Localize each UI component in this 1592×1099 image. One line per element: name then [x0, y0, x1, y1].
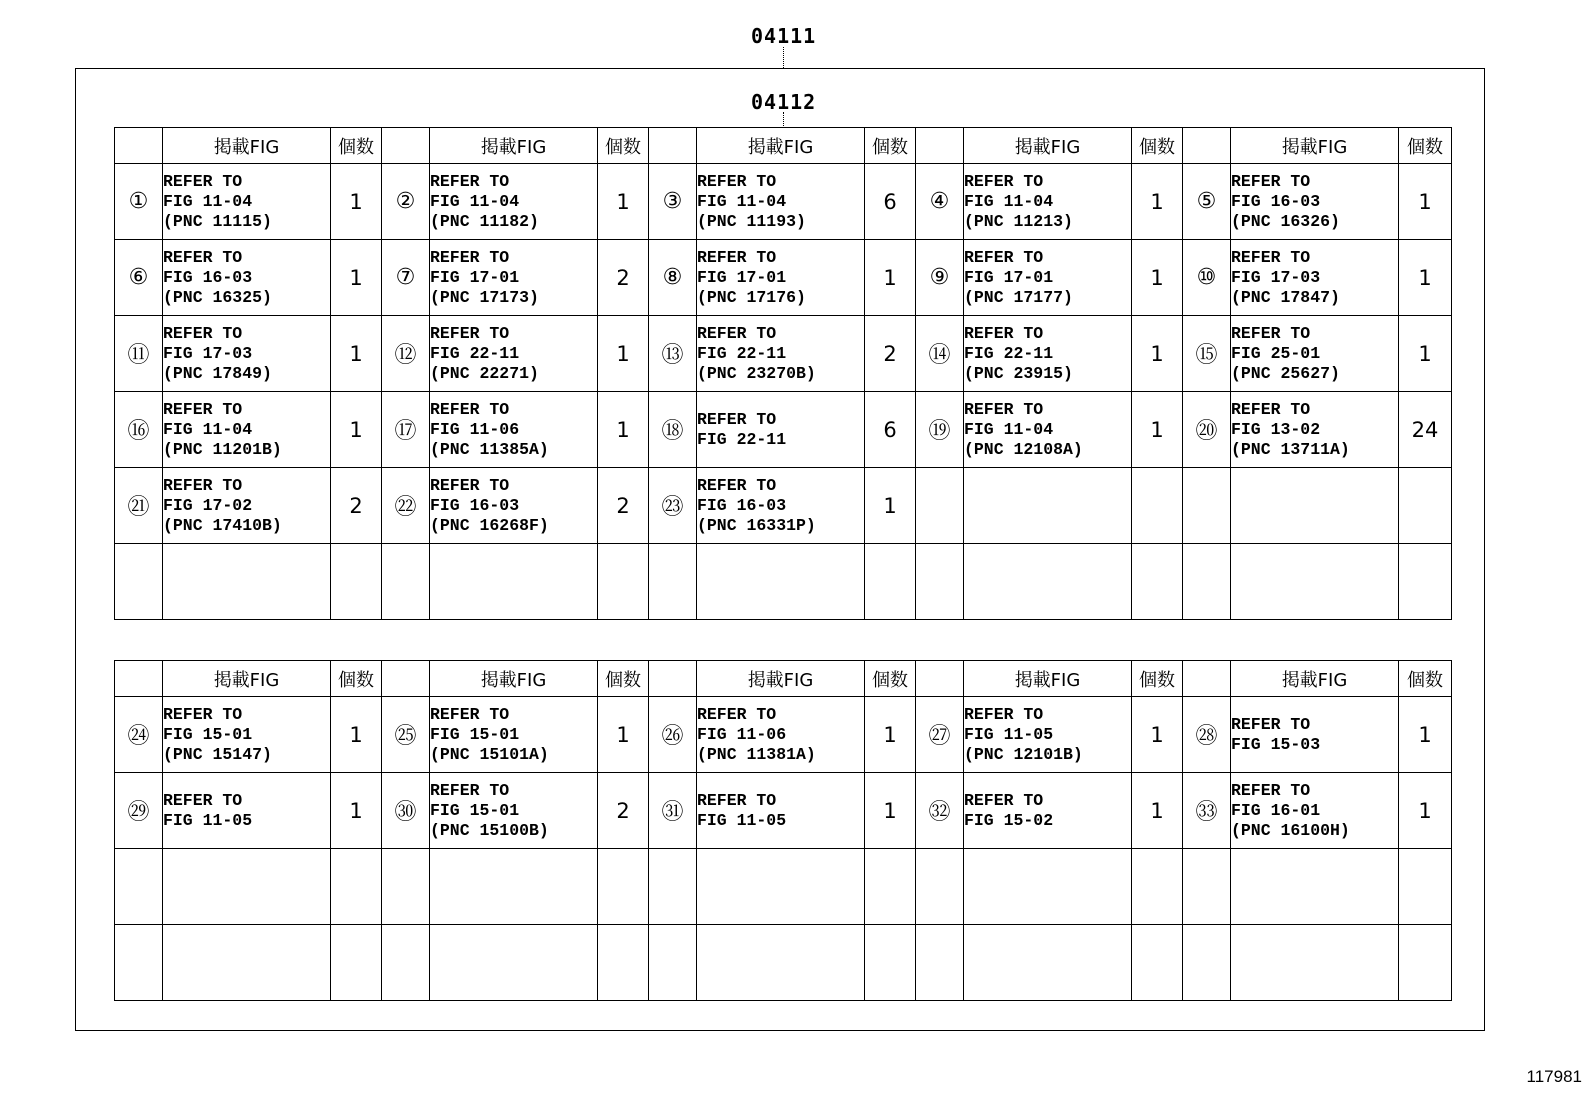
quantity-cell: 1 [331, 697, 382, 773]
reference-cell [697, 468, 865, 544]
item-number: ㉖ [649, 697, 697, 773]
reference-line: (PNC 11381A) [697, 744, 816, 764]
reference-line: (PNC 23270B) [697, 363, 816, 383]
reference-cell [430, 316, 598, 392]
table-row [115, 773, 1452, 849]
item-number: ⑬ [649, 316, 697, 392]
item-number [649, 544, 697, 620]
quantity-cell: 1 [1399, 240, 1452, 316]
reference-line: FIG 17-01 [697, 267, 787, 287]
item-number: ⑦ [382, 240, 430, 316]
item-number [382, 544, 430, 620]
reference-cell [1231, 925, 1399, 1001]
reference-cell [964, 164, 1132, 240]
reference-line: FIG 22-11 [697, 343, 787, 363]
reference-line: (PNC 15147) [163, 744, 272, 764]
reference-line: REFER TO [1231, 247, 1311, 267]
quantity-cell [865, 925, 916, 1001]
header-qty: 個数 [1132, 128, 1183, 164]
reference-line: REFER TO [1231, 780, 1311, 800]
item-number [115, 544, 163, 620]
item-number: ㉛ [649, 773, 697, 849]
header-qty: 個数 [331, 128, 382, 164]
header-fig: 掲載FIG [430, 128, 598, 164]
quantity-cell: 1 [331, 392, 382, 468]
header-fig: 掲載FIG [1231, 661, 1399, 697]
reference-line: REFER TO [163, 171, 243, 191]
reference-cell [964, 544, 1132, 620]
reference-cell [163, 316, 331, 392]
quantity-cell [1399, 849, 1452, 925]
reference-cell [697, 544, 865, 620]
reference-line: FIG 16-03 [430, 495, 520, 515]
reference-cell [163, 164, 331, 240]
reference-line: (PNC 15100B) [430, 820, 549, 840]
reference-cell [697, 697, 865, 773]
reference-line: REFER TO [697, 790, 777, 810]
reference-cell [1231, 697, 1399, 773]
figure-number: 117981 [1526, 1067, 1582, 1086]
reference-line: FIG 17-01 [964, 267, 1054, 287]
table-row [115, 392, 1452, 468]
reference-cell [1231, 240, 1399, 316]
quantity-cell: 6 [865, 392, 916, 468]
item-number: ⑧ [649, 240, 697, 316]
reference-line: FIG 22-11 [697, 429, 787, 449]
item-number: ⑫ [382, 316, 430, 392]
table-row [115, 925, 1452, 1001]
item-number: ⑭ [916, 316, 964, 392]
reference-line: (PNC 11115) [163, 211, 272, 231]
quantity-cell [1132, 544, 1183, 620]
quantity-cell: 1 [1132, 240, 1183, 316]
item-number: ㉕ [382, 697, 430, 773]
reference-line: (PNC 16268F) [430, 515, 549, 535]
reference-cell [163, 773, 331, 849]
reference-line: (PNC 11201B) [163, 439, 282, 459]
reference-line: (PNC 22271) [430, 363, 539, 383]
quantity-cell: 1 [865, 697, 916, 773]
reference-line: FIG 11-04 [163, 419, 253, 439]
quantity-cell: 1 [865, 240, 916, 316]
reference-line: REFER TO [430, 704, 510, 724]
reference-line: (PNC 16326) [1231, 211, 1340, 231]
quantity-cell [1399, 925, 1452, 1001]
reference-line: FIG 11-05 [163, 810, 253, 830]
quantity-cell [865, 849, 916, 925]
item-number: ① [115, 164, 163, 240]
reference-line: REFER TO [430, 399, 510, 419]
table-row [115, 164, 1452, 240]
reference-line: REFER TO [163, 247, 243, 267]
reference-cell [163, 849, 331, 925]
item-number [382, 849, 430, 925]
header-fig: 掲載FIG [163, 661, 331, 697]
quantity-cell: 1 [598, 164, 649, 240]
item-number: ④ [916, 164, 964, 240]
header-blank [916, 661, 964, 697]
reference-line: FIG 15-01 [430, 724, 520, 744]
quantity-cell [1132, 849, 1183, 925]
quantity-cell: 1 [1399, 316, 1452, 392]
reference-line: FIG 11-04 [964, 419, 1054, 439]
quantity-cell: 2 [598, 468, 649, 544]
reference-cell [430, 164, 598, 240]
header-blank [1183, 128, 1231, 164]
quantity-cell: 1 [865, 773, 916, 849]
reference-line: REFER TO [1231, 171, 1311, 191]
leader-line-04111 [783, 47, 784, 68]
item-number: ㉝ [1183, 773, 1231, 849]
quantity-cell: 1 [598, 316, 649, 392]
header-blank [649, 128, 697, 164]
header-blank [649, 661, 697, 697]
reference-line: FIG 11-06 [697, 724, 787, 744]
item-number: ㉜ [916, 773, 964, 849]
reference-line: (PNC 25627) [1231, 363, 1340, 383]
header-qty: 個数 [1132, 661, 1183, 697]
quantity-cell: 1 [865, 468, 916, 544]
reference-line: FIG 16-03 [163, 267, 253, 287]
reference-line: (PNC 11182) [430, 211, 539, 231]
reference-cell [1231, 468, 1399, 544]
item-number [1183, 849, 1231, 925]
item-number [916, 544, 964, 620]
item-number: ② [382, 164, 430, 240]
reference-line: FIG 11-05 [697, 810, 787, 830]
item-number: ⑩ [1183, 240, 1231, 316]
quantity-cell: 6 [865, 164, 916, 240]
header-blank [382, 661, 430, 697]
reference-cell [1231, 544, 1399, 620]
reference-cell [697, 164, 865, 240]
reference-line: FIG 15-03 [1231, 734, 1321, 754]
reference-cell [430, 697, 598, 773]
reference-table-1 [114, 127, 1452, 620]
reference-line: REFER TO [697, 171, 777, 191]
reference-line: REFER TO [1231, 714, 1311, 734]
quantity-cell: 1 [1132, 164, 1183, 240]
reference-cell [163, 697, 331, 773]
quantity-cell: 1 [1399, 164, 1452, 240]
reference-line: REFER TO [964, 704, 1044, 724]
quantity-cell: 2 [598, 773, 649, 849]
label-04112: 04112 [751, 90, 817, 114]
quantity-cell [1399, 544, 1452, 620]
item-number [1183, 468, 1231, 544]
reference-line: FIG 11-04 [163, 191, 253, 211]
reference-cell [964, 849, 1132, 925]
reference-line: (PNC 16331P) [697, 515, 816, 535]
item-number: ⑳ [1183, 392, 1231, 468]
reference-line: (PNC 15101A) [430, 744, 549, 764]
reference-line: FIG 16-01 [1231, 800, 1321, 820]
quantity-cell [598, 849, 649, 925]
header-fig: 掲載FIG [964, 128, 1132, 164]
reference-line: (PNC 23915) [964, 363, 1073, 383]
quantity-cell: 1 [1132, 316, 1183, 392]
reference-line: FIG 15-01 [163, 724, 253, 744]
reference-line: REFER TO [430, 475, 510, 495]
reference-cell [430, 468, 598, 544]
reference-line: REFER TO [697, 704, 777, 724]
item-number: ⑱ [649, 392, 697, 468]
reference-line: REFER TO [1231, 399, 1311, 419]
reference-cell [697, 925, 865, 1001]
reference-cell [964, 697, 1132, 773]
reference-line: (PNC 12108A) [964, 439, 1083, 459]
item-number [916, 468, 964, 544]
item-number [649, 849, 697, 925]
header-blank [115, 128, 163, 164]
reference-line: FIG 17-03 [1231, 267, 1321, 287]
reference-line: REFER TO [964, 171, 1044, 191]
quantity-cell [598, 544, 649, 620]
reference-line: REFER TO [430, 247, 510, 267]
header-fig: 掲載FIG [964, 661, 1132, 697]
item-number [916, 849, 964, 925]
quantity-cell [1399, 468, 1452, 544]
reference-cell [430, 925, 598, 1001]
reference-line: REFER TO [964, 323, 1044, 343]
reference-line: REFER TO [697, 409, 777, 429]
reference-line: FIG 11-04 [964, 191, 1054, 211]
quantity-cell [865, 544, 916, 620]
item-number: ⑲ [916, 392, 964, 468]
reference-line: FIG 11-04 [697, 191, 787, 211]
reference-cell [430, 849, 598, 925]
item-number: ⑨ [916, 240, 964, 316]
reference-line: (PNC 16100H) [1231, 820, 1350, 840]
item-number: ⑰ [382, 392, 430, 468]
item-number: ㉑ [115, 468, 163, 544]
reference-line: REFER TO [163, 475, 243, 495]
quantity-cell: 2 [598, 240, 649, 316]
reference-line: (PNC 13711A) [1231, 439, 1350, 459]
header-qty: 個数 [1399, 128, 1452, 164]
reference-line: FIG 11-06 [430, 419, 520, 439]
reference-line: (PNC 17177) [964, 287, 1073, 307]
reference-line: FIG 11-04 [430, 191, 520, 211]
header-fig: 掲載FIG [697, 128, 865, 164]
reference-line: REFER TO [163, 323, 243, 343]
header-qty: 個数 [865, 661, 916, 697]
reference-cell [964, 316, 1132, 392]
reference-cell [430, 773, 598, 849]
reference-line: (PNC 11193) [697, 211, 806, 231]
item-number: ⑮ [1183, 316, 1231, 392]
reference-line: REFER TO [163, 790, 243, 810]
item-number: ⑯ [115, 392, 163, 468]
header-blank [382, 128, 430, 164]
header-qty: 個数 [865, 128, 916, 164]
quantity-cell: 1 [598, 697, 649, 773]
item-number: ⑤ [1183, 164, 1231, 240]
item-number: ㉓ [649, 468, 697, 544]
header-qty: 個数 [598, 128, 649, 164]
reference-cell [1231, 849, 1399, 925]
reference-line: REFER TO [163, 704, 243, 724]
table-row [115, 849, 1452, 925]
header-fig: 掲載FIG [1231, 128, 1399, 164]
reference-line: REFER TO [964, 247, 1044, 267]
item-number: ㉙ [115, 773, 163, 849]
quantity-cell: 1 [1399, 773, 1452, 849]
header-qty: 個数 [331, 661, 382, 697]
quantity-cell [331, 925, 382, 1001]
quantity-cell: 1 [1132, 392, 1183, 468]
reference-line: FIG 15-02 [964, 810, 1054, 830]
leader-line-04112 [783, 112, 784, 128]
reference-line: FIG 17-03 [163, 343, 253, 363]
quantity-cell: 1 [1132, 773, 1183, 849]
reference-cell [163, 468, 331, 544]
reference-line: FIG 25-01 [1231, 343, 1321, 363]
table-row [115, 316, 1452, 392]
quantity-cell: 1 [331, 164, 382, 240]
quantity-cell [331, 544, 382, 620]
item-number [115, 849, 163, 925]
reference-line: REFER TO [430, 780, 510, 800]
header-row [115, 661, 1452, 697]
reference-cell [964, 925, 1132, 1001]
quantity-cell: 1 [331, 316, 382, 392]
reference-line: (PNC 17173) [430, 287, 539, 307]
reference-line: (PNC 17849) [163, 363, 272, 383]
reference-line: REFER TO [163, 399, 243, 419]
reference-cell [163, 240, 331, 316]
reference-cell [964, 240, 1132, 316]
reference-line: (PNC 12101B) [964, 744, 1083, 764]
reference-line: REFER TO [697, 247, 777, 267]
quantity-cell [598, 925, 649, 1001]
quantity-cell: 1 [1132, 697, 1183, 773]
reference-table-2 [114, 660, 1452, 1001]
header-row [115, 128, 1452, 164]
quantity-cell: 1 [598, 392, 649, 468]
reference-cell [1231, 316, 1399, 392]
quantity-cell [1132, 925, 1183, 1001]
label-04111: 04111 [751, 24, 817, 48]
reference-line: REFER TO [1231, 323, 1311, 343]
reference-cell [964, 468, 1132, 544]
header-fig: 掲載FIG [163, 128, 331, 164]
reference-line: (PNC 17176) [697, 287, 806, 307]
reference-cell [163, 925, 331, 1001]
reference-line: FIG 17-01 [430, 267, 520, 287]
reference-line: REFER TO [964, 790, 1044, 810]
reference-cell [1231, 773, 1399, 849]
reference-line: FIG 13-02 [1231, 419, 1321, 439]
item-number: ③ [649, 164, 697, 240]
reference-line: REFER TO [430, 171, 510, 191]
table-row [115, 544, 1452, 620]
quantity-cell: 24 [1399, 392, 1452, 468]
item-number: ㉒ [382, 468, 430, 544]
table-row [115, 697, 1452, 773]
item-number [382, 925, 430, 1001]
table-row [115, 468, 1452, 544]
reference-cell [1231, 164, 1399, 240]
reference-cell [163, 392, 331, 468]
reference-cell [697, 240, 865, 316]
reference-cell [697, 773, 865, 849]
reference-cell [430, 392, 598, 468]
header-qty: 個数 [598, 661, 649, 697]
header-fig: 掲載FIG [430, 661, 598, 697]
reference-cell [430, 544, 598, 620]
reference-line: REFER TO [964, 399, 1044, 419]
quantity-cell: 2 [865, 316, 916, 392]
header-qty: 個数 [1399, 661, 1452, 697]
reference-line: FIG 15-01 [430, 800, 520, 820]
item-number [115, 925, 163, 1001]
reference-line: REFER TO [697, 475, 777, 495]
item-number: ⑪ [115, 316, 163, 392]
item-number [649, 925, 697, 1001]
quantity-cell [1132, 468, 1183, 544]
reference-line: FIG 16-03 [697, 495, 787, 515]
reference-line: REFER TO [430, 323, 510, 343]
reference-line: (PNC 16325) [163, 287, 272, 307]
reference-line: FIG 11-05 [964, 724, 1054, 744]
reference-line: (PNC 17410B) [163, 515, 282, 535]
header-blank [916, 128, 964, 164]
header-blank [1183, 661, 1231, 697]
reference-cell [697, 849, 865, 925]
reference-line: (PNC 17847) [1231, 287, 1340, 307]
quantity-cell: 1 [331, 240, 382, 316]
reference-line: FIG 22-11 [430, 343, 520, 363]
reference-line: (PNC 11385A) [430, 439, 549, 459]
reference-cell [697, 392, 865, 468]
reference-line: REFER TO [697, 323, 777, 343]
item-number [1183, 925, 1231, 1001]
header-fig: 掲載FIG [697, 661, 865, 697]
reference-line: FIG 22-11 [964, 343, 1054, 363]
item-number: ⑥ [115, 240, 163, 316]
item-number [916, 925, 964, 1001]
reference-line: FIG 17-02 [163, 495, 253, 515]
reference-line: (PNC 11213) [964, 211, 1073, 231]
quantity-cell: 2 [331, 468, 382, 544]
reference-cell [430, 240, 598, 316]
table-row [115, 240, 1452, 316]
quantity-cell: 1 [1399, 697, 1452, 773]
reference-line: FIG 16-03 [1231, 191, 1321, 211]
reference-cell [1231, 392, 1399, 468]
header-blank [115, 661, 163, 697]
quantity-cell [331, 849, 382, 925]
reference-cell [964, 392, 1132, 468]
quantity-cell: 1 [331, 773, 382, 849]
reference-cell [697, 316, 865, 392]
item-number: ㉗ [916, 697, 964, 773]
item-number: ㉚ [382, 773, 430, 849]
item-number: ㉘ [1183, 697, 1231, 773]
item-number [1183, 544, 1231, 620]
reference-cell [163, 544, 331, 620]
reference-cell [964, 773, 1132, 849]
item-number: ㉔ [115, 697, 163, 773]
